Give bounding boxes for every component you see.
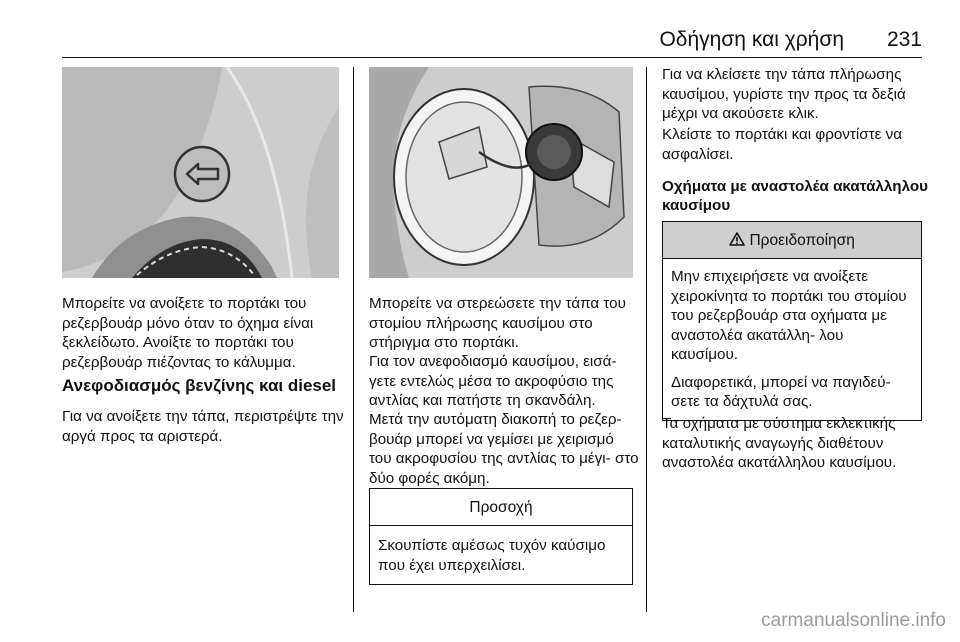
col3-paragraph-1: Για να κλείσετε την τάπα πλήρωσης καυσίμου, γυρίστε την προς τα δεξιά μέχρι να ακούσετε κλικ. — [662, 66, 906, 122]
column-divider-1 — [353, 67, 354, 612]
col3-heading: Οχήματα με αναστολέα ακατάλληλου καυσίμου — [662, 178, 928, 214]
running-title: Οδήγηση και χρήση — [659, 28, 844, 51]
col2-paragraph-2: Για τον ανεφοδιασμό καυσίμου, εισά‐ γετε εντελώς μέσα το ακροφύσιο της αντλίας και πατήστε τη σκανδάλη. — [369, 353, 617, 409]
col1-heading: Ανεφοδιασμός βενζίνης και diesel — [62, 376, 337, 395]
fuel-cap-figure — [369, 67, 633, 278]
watermark-text: carmanualsonline.info — [761, 610, 946, 631]
col1-paragraph-2: Για να ανοίξετε την τάπα, περιστρέψτε την αργά προς τα αριστερά. — [62, 408, 344, 445]
caution-box — [369, 488, 633, 585]
page-header — [0, 0, 960, 60]
warning-box — [662, 221, 922, 421]
caution-text: Σκουπίστε αμέσως τυχόν καύσιμο που έχει υπερχειλίσει. — [378, 537, 606, 574]
page-number: 231 — [886, 28, 922, 51]
warning-title: Προειδοποίηση — [749, 232, 855, 249]
caution-title: Προσοχή — [370, 489, 632, 526]
fuel-door-figure — [62, 67, 339, 278]
warning-text-1: Μην επιχειρήσετε να ανοίξετε χειροκίνητα το πορτάκι του στομίου του ρεζερβουάρ στα οχήματα με αναστολέα ακατάλλη‐ λου καυσίμου. — [671, 268, 907, 363]
header-rule — [62, 57, 922, 58]
warning-text-2: Διαφορετικά, μπορεί να παγιδεύ‐ σετε τα δάχτυλά σας. — [671, 373, 891, 410]
col2-paragraph-1: Μπορείτε να στερεώσετε την τάπα του στομίου πλήρωσης καυσίμου στο στήριγμα στο πορτάκι. — [369, 295, 626, 351]
col3-paragraph-3: Τα οχήματα με σύστημα εκλεκτικής καταλυτικής αναγωγής διαθέτουν αναστολέα ακατάλληλου καυσίμου. — [662, 415, 897, 471]
warning-header — [663, 222, 921, 259]
fuel-door-illustration — [62, 67, 339, 278]
col1-paragraph-1: Μπορείτε να ανοίξετε το πορτάκι του ρεζερβουάρ μόνο όταν το όχημα είναι ξεκλείδωτο. Ανοίξτε το πορτάκι του ρεζερβουάρ πιέζοντας το κάλυμμα. — [62, 295, 314, 371]
warning-triangle-icon — [729, 232, 749, 249]
fuel-cap-illustration — [369, 67, 633, 278]
col2-paragraph-3: Μετά την αυτόματη διακοπή το ρεζερ‐ βουάρ μπορεί να γεμίσει με χειρισμό του ακροφυσίου της αντλίας το μέγι‐ στο δύο φορές ακόμη. — [369, 411, 639, 487]
col3-paragraph-2: Κλείστε το πορτάκι και φροντίστε να ασφαλίσει. — [662, 126, 902, 163]
column-divider-2 — [646, 67, 647, 612]
